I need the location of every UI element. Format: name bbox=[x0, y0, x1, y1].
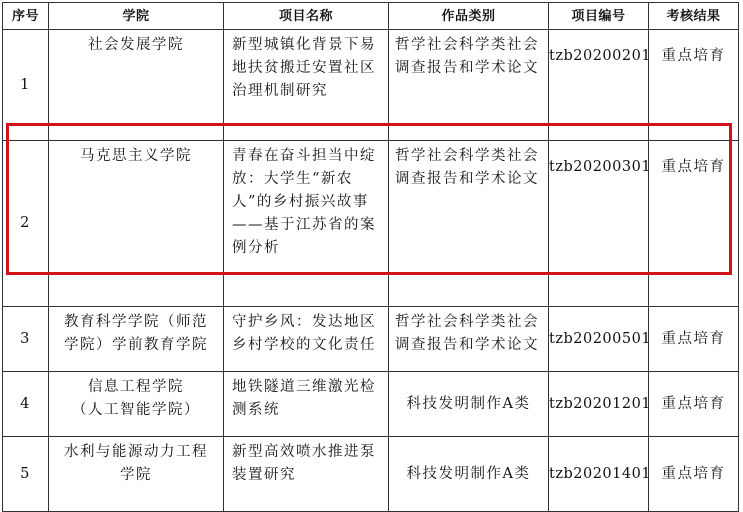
row-result: 重点培育 bbox=[649, 307, 739, 372]
row-category bbox=[389, 437, 549, 512]
category-line: 调查报告和学术论文 bbox=[395, 337, 539, 353]
project-line: 测系统 bbox=[232, 402, 280, 418]
row-result: 重点培育 bbox=[649, 30, 739, 141]
category-line: 哲学社会科学类社会 bbox=[395, 314, 539, 330]
project-line: 人”的乡村振兴故事 bbox=[232, 194, 369, 210]
row-code: tzb20200201 bbox=[549, 30, 649, 141]
row-college bbox=[49, 307, 224, 372]
category-line: 调查报告和学术论文 bbox=[395, 60, 539, 76]
project-line: 新型高效喷水推进泵 bbox=[232, 444, 376, 460]
row-project bbox=[224, 307, 389, 372]
category-line: 科技发明制作A类 bbox=[406, 465, 531, 482]
row-category bbox=[389, 372, 549, 437]
row-code: tzb20201401 bbox=[549, 437, 649, 512]
category-line: 调查报告和学术论文 bbox=[395, 171, 539, 187]
project-line: 乡村学校的文化责任 bbox=[232, 337, 376, 353]
row-project bbox=[224, 372, 389, 437]
header-seq: 序号 bbox=[3, 3, 49, 30]
results-table bbox=[2, 2, 739, 512]
header-category: 作品类别 bbox=[389, 3, 549, 30]
row-result: 重点培育 bbox=[649, 437, 739, 512]
header-college: 学院 bbox=[49, 3, 224, 30]
row-seq: 1 bbox=[3, 30, 49, 141]
header-row bbox=[3, 3, 739, 30]
college-line: 学院 bbox=[120, 467, 152, 483]
college-line: 水利与能源动力工程 bbox=[64, 444, 208, 460]
project-line: ——基于江苏省的案 bbox=[232, 217, 376, 233]
row-seq: 2 bbox=[3, 141, 49, 307]
table-row bbox=[3, 372, 739, 437]
row-college bbox=[49, 30, 224, 141]
project-line: 新型城镇化背景下易 bbox=[232, 37, 376, 53]
row-seq: 3 bbox=[3, 307, 49, 372]
row-code: tzb20200501 bbox=[549, 307, 649, 372]
row-category bbox=[389, 141, 549, 307]
header-result: 考核结果 bbox=[649, 3, 739, 30]
row-project bbox=[224, 141, 389, 307]
table-row bbox=[3, 437, 739, 512]
category-line: 哲学社会科学类社会 bbox=[395, 148, 539, 164]
project-line: 地扶贫搬迁安置社区 bbox=[232, 60, 376, 76]
project-line: 例分析 bbox=[232, 240, 280, 256]
category-line: 哲学社会科学类社会 bbox=[395, 37, 539, 53]
row-college bbox=[49, 141, 224, 307]
college-line: （人工智能学院） bbox=[72, 402, 200, 418]
project-line: 守护乡风：发达地区 bbox=[232, 314, 376, 330]
table-row bbox=[3, 141, 739, 307]
row-result: 重点培育 bbox=[649, 141, 739, 307]
college-line: 学院）学前教育学院 bbox=[64, 337, 208, 353]
college-line: 马克思主义学院 bbox=[80, 148, 192, 164]
project-line: 放：大学生“新农 bbox=[232, 171, 353, 187]
row-project bbox=[224, 437, 389, 512]
row-category bbox=[389, 30, 549, 141]
row-project bbox=[224, 30, 389, 141]
row-seq: 4 bbox=[3, 372, 49, 437]
row-code: tzb20201201 bbox=[549, 372, 649, 437]
row-seq: 5 bbox=[3, 437, 49, 512]
row-category bbox=[389, 307, 549, 372]
college-line: 教育科学学院（师范 bbox=[64, 314, 208, 330]
row-code: tzb20200301 bbox=[549, 141, 649, 307]
college-line: 信息工程学院 bbox=[88, 379, 184, 395]
header-project: 项目名称 bbox=[224, 3, 389, 30]
header-code: 项目编号 bbox=[549, 3, 649, 30]
project-line: 装置研究 bbox=[232, 467, 296, 483]
row-college bbox=[49, 437, 224, 512]
college-line: 社会发展学院 bbox=[88, 37, 184, 53]
project-line: 治理机制研究 bbox=[232, 83, 328, 99]
project-line: 青春在奋斗担当中绽 bbox=[232, 148, 376, 164]
table-row bbox=[3, 30, 739, 141]
table-row bbox=[3, 307, 739, 372]
row-result: 重点培育 bbox=[649, 372, 739, 437]
row-college bbox=[49, 372, 224, 437]
category-line: 科技发明制作A类 bbox=[406, 395, 531, 412]
project-line: 地铁隧道三维激光检 bbox=[232, 379, 376, 395]
